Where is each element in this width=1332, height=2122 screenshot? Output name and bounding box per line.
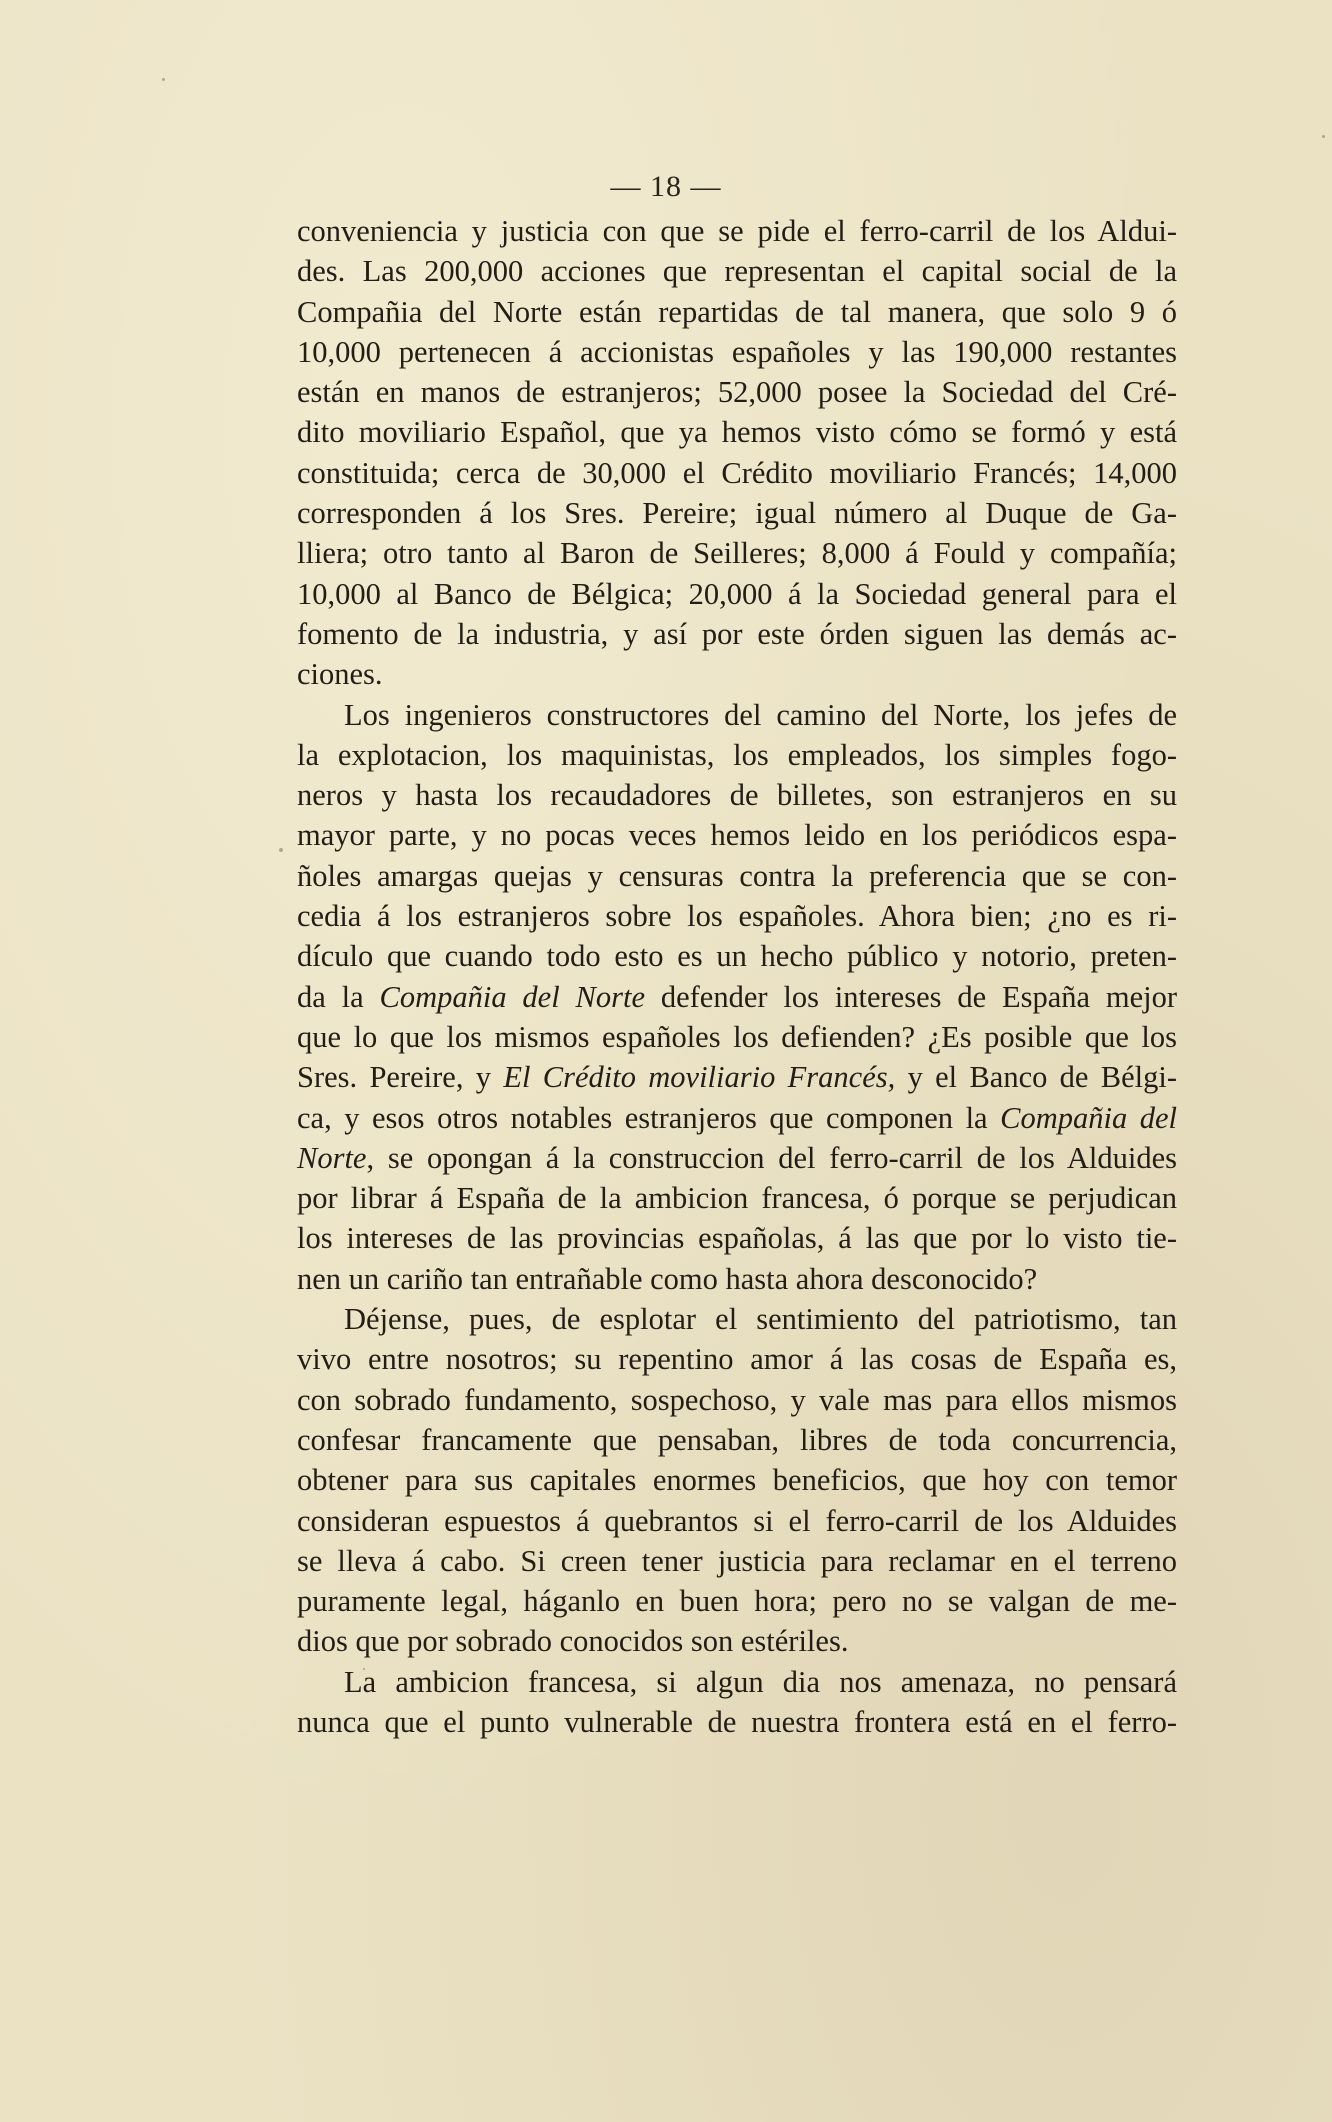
text-line <box>297 936 1177 976</box>
text-line <box>297 815 1177 855</box>
text-line <box>297 1541 1177 1581</box>
text-segment: da la <box>297 979 380 1014</box>
text-segment: puramente legal, háganlo en buen hora; pero no se valgan de me- <box>297 1584 1177 1619</box>
paper-speck <box>162 78 165 81</box>
paper-speck <box>1322 135 1325 138</box>
text-segment: por librar á España de la ambicion francesa, ó porque se perjudican <box>297 1181 1177 1216</box>
text-segment: des. Las 200,000 acciones que representan el capital social de la <box>297 254 1177 289</box>
text-segment: ca, y esos otros notables estranjeros que componen la <box>297 1100 1001 1135</box>
text-segment: ciones. <box>297 657 383 692</box>
text-segment: Los ingenieros constructores del camino del Norte, los jefes de <box>344 697 1177 732</box>
text-line <box>297 1621 1177 1661</box>
text-segment: Déjense, pues, de esplotar el sentimiento del patriotismo, tan <box>344 1302 1177 1337</box>
text-segment: neros y hasta los recaudadores de billetes, son estranjeros en su <box>297 778 1177 813</box>
text-segment: 10,000 pertenecen á accionistas españoles y las 190,000 restantes <box>297 334 1177 369</box>
text-segment: cedia á los estranjeros sobre los españoles. Ahora bien; ¿no es ri- <box>297 899 1177 934</box>
text-segment: dios que por sobrado conocidos son estériles. <box>297 1624 849 1659</box>
text-line <box>297 1178 1177 1218</box>
text-line <box>297 896 1177 936</box>
text-segment: dículo que cuando todo esto es un hecho público y notorio, preten- <box>297 939 1177 974</box>
text-segment: Compañia del Norte están repartidas de tal manera, que solo 9 ó <box>297 294 1177 329</box>
text-line <box>297 735 1177 775</box>
text-line <box>297 1460 1177 1500</box>
text-line <box>297 1299 1177 1339</box>
text-segment: con sobrado fundamento, sospechoso, y vale mas para ellos mismos <box>297 1382 1177 1417</box>
paper-speck <box>312 1246 315 1249</box>
text-segment: se lleva á cabo. Si creen tener justicia para reclamar en el terreno <box>297 1543 1177 1578</box>
text-line <box>297 1017 1177 1057</box>
text-segment: , se opongan á la construccion del ferro-carril de los Alduides <box>366 1140 1177 1175</box>
text-segment: defender los intereses de España mejor <box>645 979 1177 1014</box>
text-line <box>297 533 1177 573</box>
text-segment: lliera; otro tanto al Baron de Seilleres; 8,000 á Fould y compañía; <box>297 536 1177 571</box>
text-segment: dito moviliario Español, que ya hemos visto cómo se formó y está <box>297 415 1177 450</box>
text-segment: mayor parte, y no pocas veces hemos leido en los periódicos espa- <box>297 818 1177 853</box>
text-line <box>297 453 1177 493</box>
text-line <box>297 372 1177 412</box>
text-line <box>297 574 1177 614</box>
text-segment: obtener para sus capitales enormes beneficios, que hoy con temor <box>297 1463 1177 1498</box>
text-line <box>297 1581 1177 1621</box>
text-segment: conveniencia y justicia con que se pide el ferro-carril de los Aldui- <box>297 214 1177 248</box>
text-line <box>297 695 1177 735</box>
text-line <box>297 1057 1177 1097</box>
text-line <box>297 1259 1177 1299</box>
text-line <box>297 251 1177 291</box>
text-line <box>297 211 1177 251</box>
text-line <box>297 856 1177 896</box>
text-line <box>297 775 1177 815</box>
text-line <box>297 1420 1177 1460</box>
text-segment: corresponden á los Sres. Pereire; igual número al Duque de Ga- <box>297 496 1177 531</box>
italic-text: Compañia del Norte <box>379 979 645 1014</box>
paper-speck <box>363 1668 365 1670</box>
text-line <box>297 654 1177 694</box>
text-segment: confesar francamente que pensaban, libres de toda concurrencia, <box>297 1422 1177 1457</box>
text-segment: nunca que el punto vulnerable de nuestra frontera está en el ferro- <box>297 1704 1177 1739</box>
page-number: — 18 — <box>610 170 722 203</box>
text-line <box>297 332 1177 372</box>
text-line <box>297 1339 1177 1379</box>
text-segment: están en manos de estranjeros; 52,000 posee la Sociedad del Cré- <box>297 375 1177 410</box>
italic-text: El Crédito moviliario Francés, <box>503 1060 896 1095</box>
text-line <box>297 292 1177 332</box>
text-segment: que lo que los mismos españoles los defienden? ¿Es posible que los <box>297 1019 1177 1054</box>
italic-text: Norte <box>297 1140 367 1175</box>
text-line <box>297 1702 1177 1742</box>
text-segment: nen un cariño tan entrañable como hasta ahora desconocido? <box>297 1261 1038 1296</box>
text-segment: constituida; cerca de 30,000 el Crédito moviliario Francés; 14,000 <box>297 455 1177 490</box>
text-line <box>297 1098 1177 1138</box>
text-segment: Sres. Pereire, y <box>297 1060 504 1095</box>
text-segment: 10,000 al Banco de Bélgica; 20,000 á la Sociedad general para el <box>297 576 1177 611</box>
text-segment: fomento de la industria, y así por este órden siguen las demás ac- <box>297 616 1177 651</box>
text-segment: los intereses de las provincias españolas, á las que por lo visto tie- <box>297 1221 1177 1256</box>
paper-speck <box>279 848 283 852</box>
text-line <box>297 1501 1177 1541</box>
text-line <box>297 1138 1177 1178</box>
text-segment: la explotacion, los maquinistas, los empleados, los simples fogo- <box>297 737 1177 772</box>
text-line <box>297 412 1177 452</box>
text-segment: La ambicion francesa, si algun dia nos amenaza, no pensará <box>344 1664 1177 1699</box>
text-line <box>297 1218 1177 1258</box>
text-line <box>297 614 1177 654</box>
text-line <box>297 1380 1177 1420</box>
text-segment: y el Banco de Bélgi- <box>895 1060 1178 1095</box>
text-line <box>297 493 1177 533</box>
text-segment: vivo entre nosotros; su repentino amor á las cosas de España es, <box>297 1342 1177 1377</box>
text-segment: consideran espuestos á quebrantos si el ferro-carril de los Alduides <box>297 1503 1177 1538</box>
text-segment: ñoles amargas quejas y censuras contra la preferencia que se con- <box>297 858 1177 893</box>
body-text <box>297 211 1177 1742</box>
text-line <box>297 1662 1177 1702</box>
text-line <box>297 977 1177 1017</box>
italic-text: Compañia del <box>1000 1100 1177 1135</box>
